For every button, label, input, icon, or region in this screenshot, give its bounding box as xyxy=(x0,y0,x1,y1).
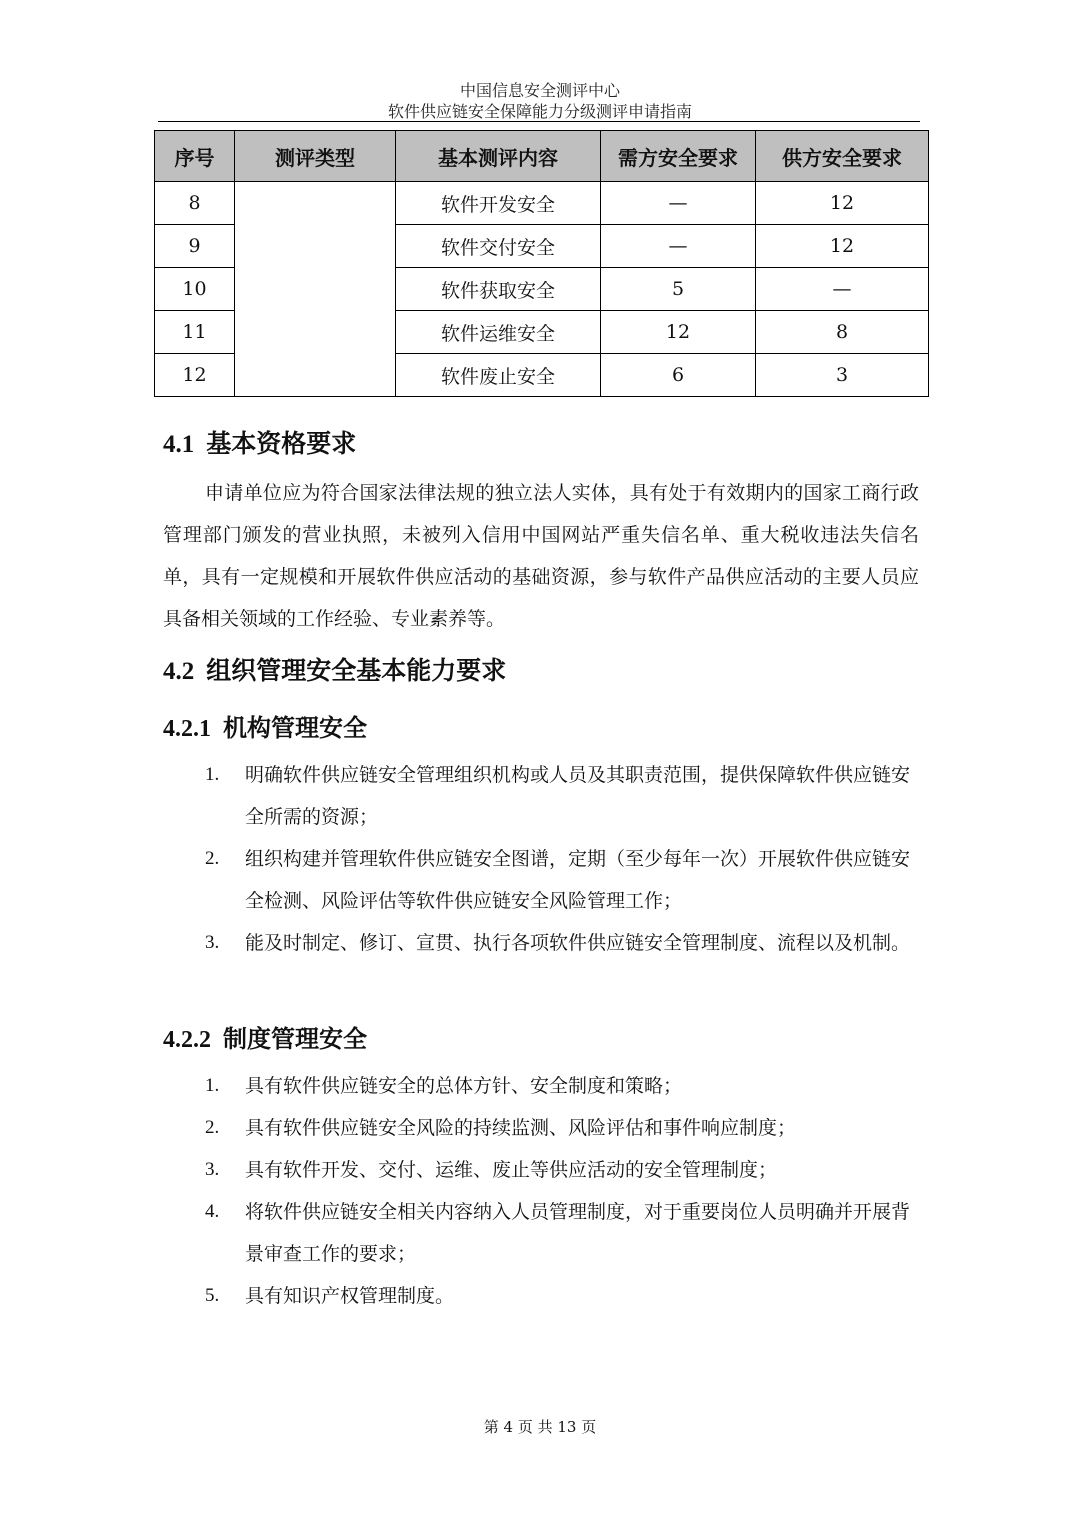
cell-supply: 8 xyxy=(756,311,929,354)
col-header-no: 序号 xyxy=(155,131,235,182)
cell-no: 8 xyxy=(155,182,235,225)
list-item-number: 1. xyxy=(205,1075,220,1096)
list-item xyxy=(205,1191,921,1275)
list-item xyxy=(205,922,921,964)
list-item-number: 2. xyxy=(205,1117,220,1138)
col-header-demand: 需方安全要求 xyxy=(601,131,756,182)
section-number: 4.2.1 xyxy=(163,716,211,742)
section-title: 基本资格要求 xyxy=(206,429,357,458)
list-item-text: 明确软件供应链安全管理组织机构或人员及其职责范围，提供保障软件供应链安全所需的资源； xyxy=(245,764,911,828)
section-4-2-2-heading xyxy=(163,1019,367,1054)
cell-no: 9 xyxy=(155,225,235,268)
cell-demand: 12 xyxy=(601,311,756,354)
cell-supply: 12 xyxy=(756,225,929,268)
evaluation-table xyxy=(154,130,929,397)
cell-no: 10 xyxy=(155,268,235,311)
list-item-text: 将软件供应链安全相关内容纳入人员管理制度，对于重要岗位人员明确并开展背景审查工作的要求； xyxy=(245,1201,911,1265)
list-item-number: 3. xyxy=(205,1159,220,1180)
section-4-2-1-heading xyxy=(163,708,367,743)
list-item xyxy=(205,1275,921,1317)
cell-demand: 5 xyxy=(601,268,756,311)
section-title: 机构管理安全 xyxy=(223,714,367,742)
list-item xyxy=(205,754,921,838)
page-footer: 第 4 页 共 13 页 xyxy=(483,1418,597,1436)
cell-content: 软件交付安全 xyxy=(396,225,601,268)
table-header-row xyxy=(155,131,929,182)
cell-supply: — xyxy=(756,268,929,311)
list-item xyxy=(205,838,921,922)
section-4-1-heading xyxy=(163,424,356,460)
cell-demand: — xyxy=(601,182,756,225)
list-item-number: 1. xyxy=(205,764,220,785)
cell-content: 软件运维安全 xyxy=(396,311,601,354)
cell-supply: 3 xyxy=(756,354,929,397)
table-row xyxy=(155,182,929,225)
list-item-number: 2. xyxy=(205,848,220,869)
col-header-supply: 供方安全要求 xyxy=(756,131,929,182)
section-number: 4.1 xyxy=(163,431,195,458)
list-item xyxy=(205,1107,921,1149)
cell-demand: 6 xyxy=(601,354,756,397)
section-4-2-heading xyxy=(163,651,506,687)
cell-no: 12 xyxy=(155,354,235,397)
list-item xyxy=(205,1149,921,1191)
cell-content: 软件废止安全 xyxy=(396,354,601,397)
header-rule xyxy=(158,121,920,122)
list-item-number: 3. xyxy=(205,932,220,953)
list-item-text: 具有软件开发、交付、运维、废止等供应活动的安全管理制度； xyxy=(245,1159,778,1181)
cell-content: 软件获取安全 xyxy=(396,268,601,311)
section-number: 4.2 xyxy=(163,658,195,685)
list-item-text: 组织构建并管理软件供应链安全图谱，定期（至少每年一次）开展软件供应链安全检测、风险评估等软件供应链安全风险管理工作； xyxy=(245,848,911,912)
list-item-text: 具有知识产权管理制度。 xyxy=(245,1285,455,1307)
section-4-2-2-list xyxy=(205,1065,921,1317)
list-item-text: 能及时制定、修订、宣贯、执行各项软件供应链安全管理制度、流程以及机制。 xyxy=(245,932,911,954)
section-title: 制度管理安全 xyxy=(223,1025,367,1053)
list-item-number: 4. xyxy=(205,1201,220,1222)
col-header-type: 测评类型 xyxy=(235,131,396,182)
cell-type xyxy=(235,182,396,397)
list-item xyxy=(205,1065,921,1107)
header-org: 中国信息安全测评中心 xyxy=(459,81,620,100)
section-4-1-body: 申请单位应为符合国家法律法规的独立法人实体，具有处于有效期内的国家工商行政管理部门颁发的营业执照，未被列入信用中国网站严重失信名单、重大税收违法失信名单，具有一定规模和开展软件供应活动的基础资源，参与软件产品供应活动的主要人员应具备相关领域的工作经验、专业素养等。 xyxy=(163,482,919,630)
list-item-text: 具有软件供应链安全的总体方针、安全制度和策略； xyxy=(245,1075,683,1097)
cell-supply: 12 xyxy=(756,182,929,225)
cell-content: 软件开发安全 xyxy=(396,182,601,225)
list-item-text: 具有软件供应链安全风险的持续监测、风险评估和事件响应制度； xyxy=(245,1117,797,1139)
cell-demand: — xyxy=(601,225,756,268)
section-4-2-1-list xyxy=(205,754,921,964)
col-header-content: 基本测评内容 xyxy=(396,131,601,182)
cell-no: 11 xyxy=(155,311,235,354)
list-item-number: 5. xyxy=(205,1285,220,1306)
section-title: 组织管理安全基本能力要求 xyxy=(206,656,507,685)
header-doc-title: 软件供应链安全保障能力分级测评申请指南 xyxy=(387,102,692,121)
section-number: 4.2.2 xyxy=(163,1027,211,1053)
